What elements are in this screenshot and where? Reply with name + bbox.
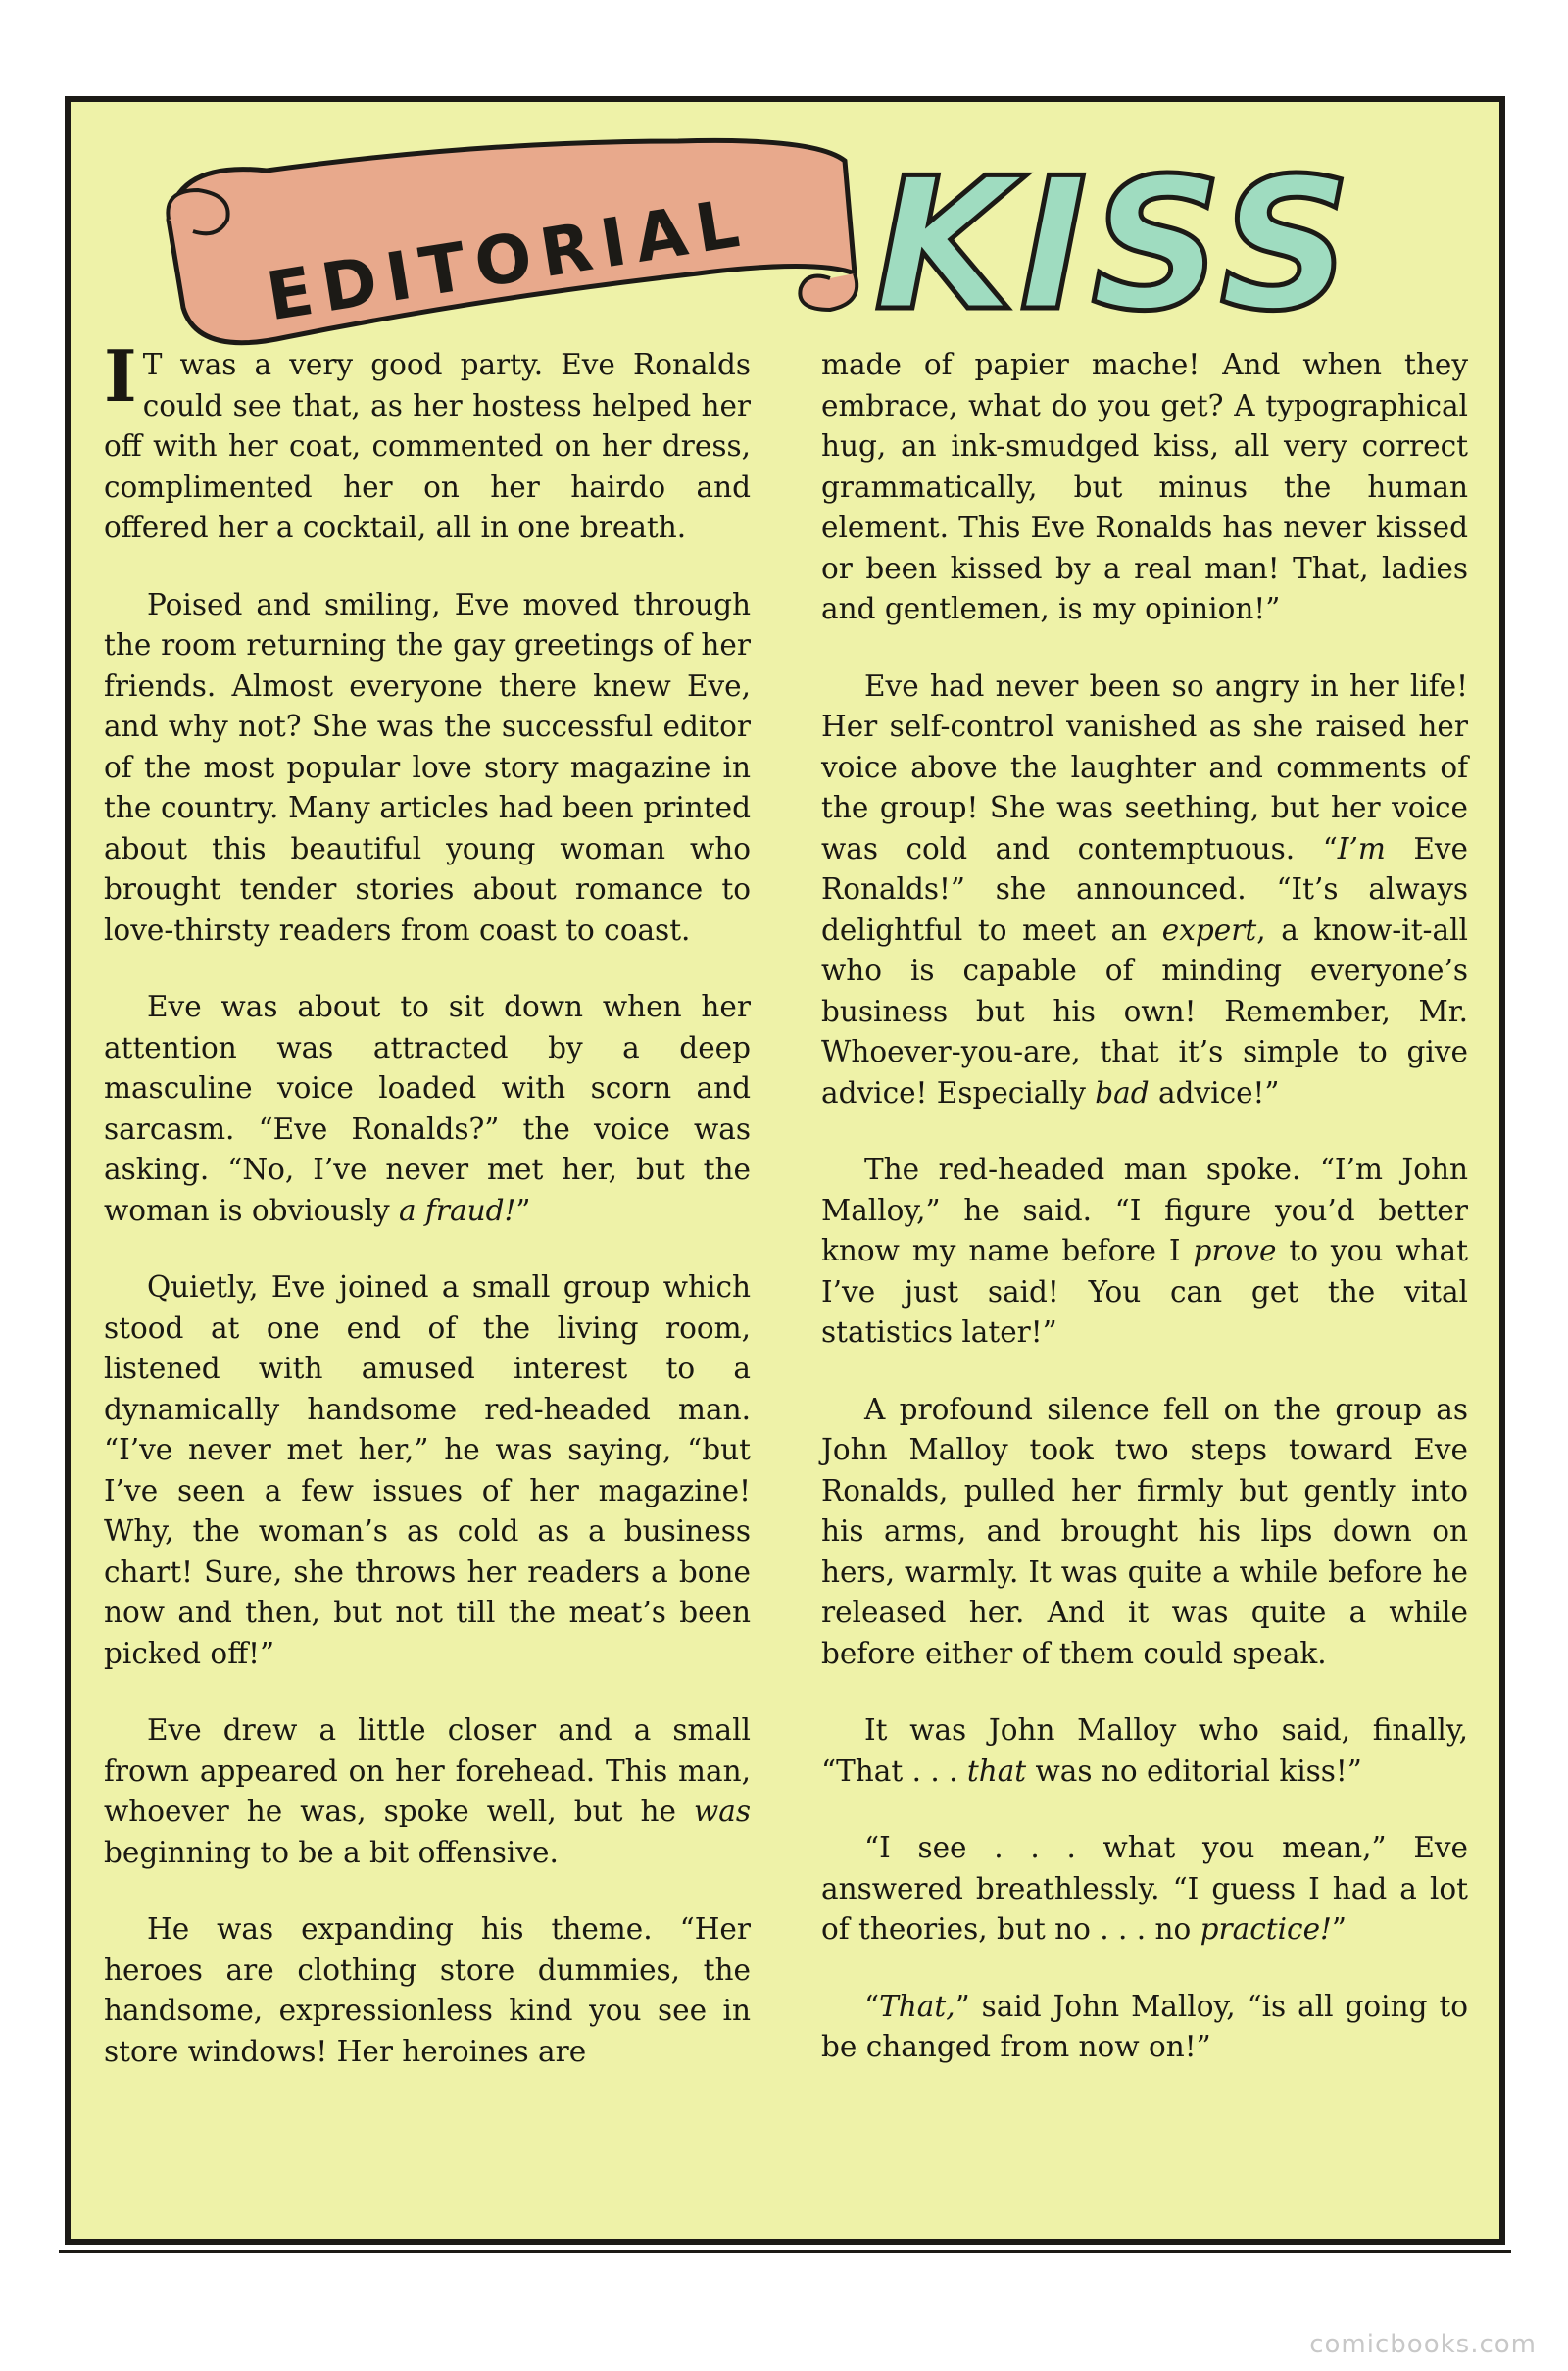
paragraph-text: It was John Malloy who said, finally, “That . . . xyxy=(821,1713,1468,1788)
kiss-title: KISS xyxy=(874,138,1355,351)
emphasis-text: prove xyxy=(1193,1234,1277,1267)
story-paragraph xyxy=(104,987,751,1231)
story-paragraph xyxy=(821,1987,1468,2068)
site-watermark: comicbooks.com xyxy=(1309,2330,1537,2359)
paragraph-text: Eve had never been so angry in her life! Her self-control vanished as she raised her voice above the laughter and comments of the group! She was seething, but her voice was cold and contemptuous. “ xyxy=(821,668,1468,865)
story-paragraph xyxy=(104,1710,751,1873)
paragraph-text: He was expanding his theme. “Her heroes are clothing store dummies, the handsome, expressionless kind you see in store windows! Her heroines are xyxy=(104,1912,751,2068)
paragraph-text: “I see . . . what you mean,” Eve answered breathlessly. “I guess I had a lot of theories, but no . . . no xyxy=(821,1831,1468,1946)
paragraph-text: beginning to be a bit offensive. xyxy=(104,1835,559,1869)
story-page xyxy=(65,96,1505,2245)
drop-cap: I xyxy=(104,334,137,418)
paragraph-text: Eve drew a little closer and a small frown appeared on her forehead. This man, whoever he was, spoke well, but he xyxy=(104,1713,751,1828)
paragraph-text: ” xyxy=(1331,1912,1347,1946)
emphasis-text: practice! xyxy=(1200,1912,1332,1946)
paragraph-text: advice!” xyxy=(1149,1075,1280,1110)
emphasis-text: a fraud! xyxy=(399,1193,516,1227)
title-art xyxy=(71,102,1499,357)
paragraph-text: to you what I’ve just said! You can get the vital statistics later!” xyxy=(821,1234,1468,1349)
story-paragraph xyxy=(104,1909,751,2072)
emphasis-text: I’m xyxy=(1337,831,1386,865)
emphasis-text: that xyxy=(966,1754,1027,1788)
emphasis-text: That, xyxy=(879,1989,956,2023)
story-paragraph xyxy=(821,1150,1468,1354)
emphasis-text: was xyxy=(694,1795,751,1828)
bottom-rule xyxy=(59,2250,1511,2253)
story-paragraph xyxy=(104,334,751,549)
paragraph-text: Eve Ronalds!” she announced. “It’s always delightful to meet an xyxy=(821,831,1468,947)
scroll-curl-right xyxy=(800,273,857,310)
paragraph-text: ” xyxy=(515,1193,531,1227)
paragraph-text: Quietly, Eve joined a small group which stood at one end of the living room, listened with amused interest to a dynamically handsome red-headed man. “I’ve never met her,” he was saying, “but I’ve seen a few issues of her magazine! Why, the woman’s as cold as a business chart! Sure, she throws her readers a bone now and then, but not till the meat’s been picked off!” xyxy=(104,1270,751,1670)
paragraph-text: Poised and smiling, Eve moved through the room returning the gay greetings of her friends. Almost everyone there knew Eve, and why not? She was the successful editor of the most popular love story magazine in the country. Many articles had been printed about this beautiful young woman who brought tender stories about romance to love-thirsty readers from coast to coast. xyxy=(104,587,751,947)
paragraph-text: A profound silence fell on the group as John Malloy took two steps toward Eve Ronalds, pulled her firmly but gently into his arms, and brought his lips down on hers, warmly. It was quite a while before he released her. And it was quite a while before either of them could speak. xyxy=(821,1392,1468,1670)
emphasis-text: expert xyxy=(1161,913,1257,947)
story-paragraph xyxy=(104,585,751,952)
paragraph-text: “ xyxy=(864,1989,880,2023)
banner-title: EDITORIAL xyxy=(261,183,755,337)
paragraph-text: made of papier mache! And when they embrace, what do you get? A typographical hug, an ink-smudged kiss, all very correct grammatically, but minus the human element. This Eve Ronalds has never kissed or been kissed by a real man! That, ladies and gentlemen, is my opinion!” xyxy=(821,348,1468,625)
story-paragraph xyxy=(821,667,1468,1114)
story-paragraph xyxy=(821,1828,1468,1951)
paragraph-text: Eve was about to sit down when her attention was attracted by a deep masculine voice loaded with scorn and sarcasm. “Eve Ronalds?” the voice was asking. “No, I’ve never met her, but the woman is obviously xyxy=(104,990,751,1227)
story-column-right xyxy=(821,345,1468,2104)
story-column-left xyxy=(104,334,751,2108)
paragraph-text: , a know-it-all who is capable of minding everyone’s business but his own! Remember, Mr. Whoever-you-are, that it’s simple to give advice! Especially xyxy=(821,913,1468,1110)
paragraph-text: T was a very good party. Eve Ronalds could see that, as her hostess helped her off with her coat, commented on her dress, complimented her on her hairdo and offered her a cocktail, all in one breath. xyxy=(104,348,751,544)
story-paragraph xyxy=(104,1267,751,1674)
emphasis-text: bad xyxy=(1095,1075,1150,1110)
paragraph-text: The red-headed man spoke. “I’m John Malloy,” he said. “I figure you’d better know my name before I xyxy=(821,1153,1468,1267)
title-header xyxy=(71,102,1499,357)
paragraph-text: was no editorial kiss!” xyxy=(1026,1754,1362,1788)
paragraph-text: ” said John Malloy, “is all going to be changed from now on!” xyxy=(821,1989,1468,2063)
story-paragraph xyxy=(821,345,1468,630)
story-paragraph xyxy=(821,1710,1468,1792)
story-paragraph xyxy=(821,1390,1468,1675)
